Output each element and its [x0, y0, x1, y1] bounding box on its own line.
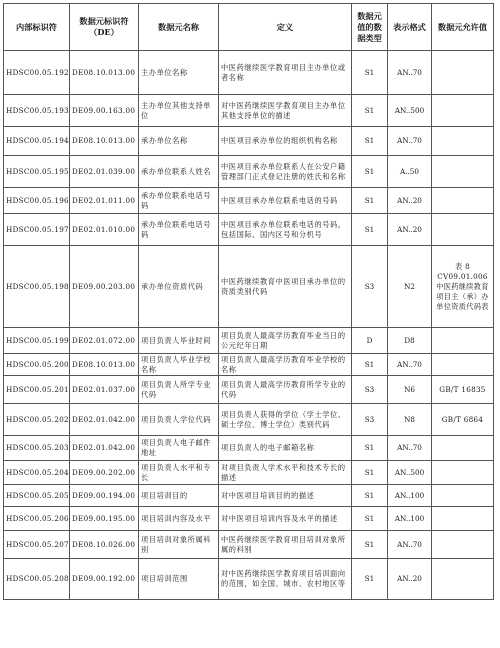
data-type-cell: S1	[352, 485, 388, 507]
allowed-values-cell	[432, 214, 494, 246]
format-cell: N8	[388, 404, 432, 436]
de-id-cell: DE02.01.072.00	[70, 328, 139, 354]
table-row	[4, 214, 494, 246]
de-id-cell: DE02.01.011.00	[70, 188, 139, 214]
element-name-cell: 项目负责人学位代码	[139, 404, 219, 436]
format-cell: A..50	[388, 156, 432, 188]
table-row	[4, 376, 494, 404]
element-name-cell: 项目培训对象所属科别	[139, 531, 219, 559]
data-type-cell: S3	[352, 246, 388, 328]
internal-id-cell: HDSC00.05.201	[4, 376, 70, 404]
internal-id-cell: HDSC00.05.206	[4, 507, 70, 531]
data-type-cell: S1	[352, 127, 388, 156]
header-de-id: 数据元标识符（DE）	[70, 4, 139, 51]
allowed-values-cell	[432, 531, 494, 559]
format-cell: N6	[388, 376, 432, 404]
internal-id-cell: HDSC00.05.196	[4, 188, 70, 214]
internal-id-cell: HDSC00.05.205	[4, 485, 70, 507]
internal-id-cell: HDSC00.05.192	[4, 51, 70, 95]
element-name-cell: 承办单位联系电话号码	[139, 214, 219, 246]
data-type-cell: D	[352, 328, 388, 354]
allowed-values-cell: GB/T 6864	[432, 404, 494, 436]
table-row	[4, 559, 494, 600]
internal-id-cell: HDSC00.05.194	[4, 127, 70, 156]
allowed-values-cell	[432, 559, 494, 600]
header-element-name: 数据元名称	[139, 4, 219, 51]
header-internal-id: 内部标识符	[4, 4, 70, 51]
internal-id-cell: HDSC00.05.198	[4, 246, 70, 328]
allowed-values-cell	[432, 354, 494, 376]
definition-cell: 对中医项目培训目的的描述	[219, 485, 352, 507]
format-cell: AN..70	[388, 51, 432, 95]
de-id-cell: DE02.01.042.00	[70, 404, 139, 436]
data-element-table	[3, 3, 494, 600]
data-type-cell: S1	[352, 507, 388, 531]
allowed-values-cell	[432, 485, 494, 507]
de-id-cell: DE09.00.202.00	[70, 461, 139, 485]
de-id-cell: DE02.01.010.00	[70, 214, 139, 246]
table-row	[4, 485, 494, 507]
internal-id-cell: HDSC00.05.202	[4, 404, 70, 436]
definition-cell: 项目负责人的电子邮箱名称	[219, 436, 352, 461]
internal-id-cell: HDSC00.05.193	[4, 95, 70, 127]
de-id-cell: DE02.01.037.00	[70, 376, 139, 404]
internal-id-cell: HDSC00.05.199	[4, 328, 70, 354]
allowed-values-cell	[432, 436, 494, 461]
table-row	[4, 246, 494, 328]
header-definition: 定义	[219, 4, 352, 51]
internal-id-cell: HDSC00.05.208	[4, 559, 70, 600]
definition-cell: 项目负责人最高学历教育所学专业的代码	[219, 376, 352, 404]
de-id-cell: DE09.00.203.00	[70, 246, 139, 328]
data-type-cell: S1	[352, 95, 388, 127]
definition-cell: 项目负责人最高学历教育毕业当日的公元纪年日期	[219, 328, 352, 354]
internal-id-cell: HDSC00.05.204	[4, 461, 70, 485]
allowed-values-cell	[432, 51, 494, 95]
table-row	[4, 156, 494, 188]
data-type-cell: S1	[352, 461, 388, 485]
internal-id-cell: HDSC00.05.203	[4, 436, 70, 461]
format-cell: N2	[388, 246, 432, 328]
header-data-type: 数据元值的数据类型	[352, 4, 388, 51]
data-type-cell: S1	[352, 531, 388, 559]
format-cell: AN..20	[388, 214, 432, 246]
allowed-values-cell: GB/T 16835	[432, 376, 494, 404]
definition-cell: 项目负责人获得的学位（学士学位、硕士学位、博士学位）类别代码	[219, 404, 352, 436]
data-type-cell: S1	[352, 436, 388, 461]
format-cell: AN..500	[388, 95, 432, 127]
table-row	[4, 188, 494, 214]
table-row	[4, 531, 494, 559]
data-type-cell: S1	[352, 51, 388, 95]
element-name-cell: 项目负责人水平和专长	[139, 461, 219, 485]
element-name-cell: 项目负责人毕业时间	[139, 328, 219, 354]
element-name-cell: 项目负责人毕业学校名称	[139, 354, 219, 376]
allowed-values-cell	[432, 328, 494, 354]
format-cell: AN..70	[388, 127, 432, 156]
table-row	[4, 51, 494, 95]
definition-cell: 对项目负责人学术水平和技术专长的描述	[219, 461, 352, 485]
table-row	[4, 328, 494, 354]
data-type-cell: S3	[352, 376, 388, 404]
table-row	[4, 404, 494, 436]
definition-cell: 中医项目承办单位联系电话的号码	[219, 188, 352, 214]
internal-id-cell: HDSC00.05.200	[4, 354, 70, 376]
header-format: 表示格式	[388, 4, 432, 51]
element-name-cell: 承办单位资质代码	[139, 246, 219, 328]
de-id-cell: DE08.10.013.00	[70, 354, 139, 376]
de-id-cell: DE02.01.039.00	[70, 156, 139, 188]
element-name-cell: 主办单位其他支持单位	[139, 95, 219, 127]
de-id-cell: DE08.10.026.00	[70, 531, 139, 559]
element-name-cell: 项目培训范围	[139, 559, 219, 600]
definition-cell: 中医药继续医学教育项目培训对象所属的科别	[219, 531, 352, 559]
allowed-values-cell	[432, 188, 494, 214]
table-row	[4, 127, 494, 156]
definition-cell: 对中医项目培训内容及水平的描述	[219, 507, 352, 531]
definition-cell: 中医药继续教育中医项目承办单位的资质类别代码	[219, 246, 352, 328]
element-name-cell: 项目培训目的	[139, 485, 219, 507]
internal-id-cell: HDSC00.05.195	[4, 156, 70, 188]
element-name-cell: 承办单位名称	[139, 127, 219, 156]
element-name-cell: 项目负责人所学专业代码	[139, 376, 219, 404]
element-name-cell: 承办单位联系人姓名	[139, 156, 219, 188]
definition-cell: 中医药继续医学教育项目主办单位或者名称	[219, 51, 352, 95]
definition-cell: 项目负责人最高学历教育毕业学校的名称	[219, 354, 352, 376]
element-name-cell: 承办单位联系电话号码	[139, 188, 219, 214]
table-row	[4, 354, 494, 376]
internal-id-cell: HDSC00.05.197	[4, 214, 70, 246]
allowed-values-cell: 表 8 CV09.01.006 中医药继续教育项目主（承）办单位资质代码表	[432, 246, 494, 328]
de-id-cell: DE09.00.163.00	[70, 95, 139, 127]
format-cell: AN..500	[388, 461, 432, 485]
format-cell: AN..20	[388, 188, 432, 214]
format-cell: D8	[388, 328, 432, 354]
format-cell: AN..70	[388, 354, 432, 376]
de-id-cell: DE02.01.042.00	[70, 436, 139, 461]
element-name-cell: 项目负责人电子邮件地址	[139, 436, 219, 461]
table-row	[4, 436, 494, 461]
table-body	[4, 51, 494, 600]
header-allowed-values: 数据元允许值	[432, 4, 494, 51]
format-cell: AN..100	[388, 485, 432, 507]
definition-cell: 中医项目承办单位的组织机构名称	[219, 127, 352, 156]
de-id-cell: DE09.00.195.00	[70, 507, 139, 531]
table-header-row	[4, 4, 494, 51]
allowed-values-cell	[432, 507, 494, 531]
de-id-cell: DE09.00.192.00	[70, 559, 139, 600]
de-id-cell: DE08.10.013.00	[70, 51, 139, 95]
data-type-cell: S3	[352, 404, 388, 436]
definition-cell: 中医项目承办单位联系人在公安户籍管理部门正式登记注册的姓氏和名称	[219, 156, 352, 188]
format-cell: AN..100	[388, 507, 432, 531]
data-type-cell: S1	[352, 156, 388, 188]
definition-cell: 对中医药继续医学教育项目培训面向的范围，如全国、城市、农村地区等	[219, 559, 352, 600]
data-type-cell: S1	[352, 188, 388, 214]
data-type-cell: S1	[352, 214, 388, 246]
definition-cell: 对中医药继续医学教育项目主办单位其他支持单位的描述	[219, 95, 352, 127]
table-row	[4, 95, 494, 127]
format-cell: AN..70	[388, 436, 432, 461]
allowed-values-cell	[432, 156, 494, 188]
de-id-cell: DE09.00.194.00	[70, 485, 139, 507]
data-type-cell: S1	[352, 559, 388, 600]
allowed-values-cell	[432, 127, 494, 156]
format-cell: AN..70	[388, 531, 432, 559]
format-cell: AN..20	[388, 559, 432, 600]
internal-id-cell: HDSC00.05.207	[4, 531, 70, 559]
allowed-values-cell	[432, 461, 494, 485]
element-name-cell: 主办单位名称	[139, 51, 219, 95]
element-name-cell: 项目培训内容及水平	[139, 507, 219, 531]
table-row	[4, 507, 494, 531]
de-id-cell: DE08.10.013.00	[70, 127, 139, 156]
allowed-values-cell	[432, 95, 494, 127]
data-type-cell: S1	[352, 354, 388, 376]
definition-cell: 中医项目承办单位联系电话的号码，包括国际、国内区号和分机号	[219, 214, 352, 246]
table-row	[4, 461, 494, 485]
